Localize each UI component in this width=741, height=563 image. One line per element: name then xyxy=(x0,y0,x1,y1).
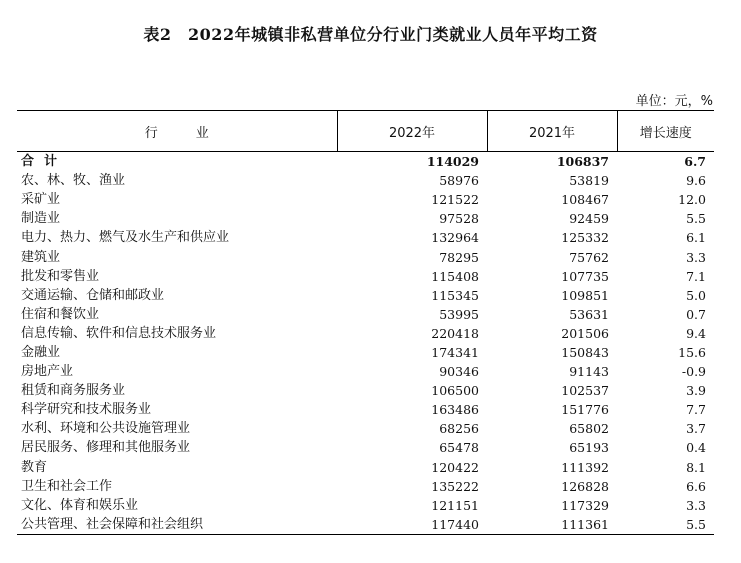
value-2022-cell: 90346 xyxy=(439,364,479,380)
value-2021-cell: 53631 xyxy=(569,306,609,322)
value-2022-cell: 132964 xyxy=(431,230,479,246)
table-row xyxy=(17,419,714,438)
table-row xyxy=(17,400,714,419)
growth-cell: 6.6 xyxy=(686,478,706,494)
header-industry: 行业 xyxy=(17,111,337,152)
value-2021-cell: 151776 xyxy=(561,402,609,418)
header-2022: 2022年 xyxy=(337,111,487,152)
table-row xyxy=(17,286,714,305)
table-row xyxy=(17,381,714,400)
industry-cell: 水利、环境和公共设施管理业 xyxy=(21,421,191,437)
growth-cell: 9.6 xyxy=(686,173,706,189)
value-2021-cell: 126828 xyxy=(561,478,609,494)
industry-cell: 住宿和餐饮业 xyxy=(21,306,100,322)
industry-cell: 制造业 xyxy=(21,211,61,227)
value-2022-cell: 68256 xyxy=(439,421,479,437)
table-body xyxy=(17,152,714,535)
table-row xyxy=(17,267,714,286)
industry-cell: 农、林、牧、渔业 xyxy=(21,173,126,189)
value-2022-cell: 163486 xyxy=(431,402,479,418)
value-2022-cell: 78295 xyxy=(439,249,479,265)
table-row xyxy=(17,477,714,496)
value-2021-cell: 109851 xyxy=(561,287,609,303)
value-2022-cell: 174341 xyxy=(431,344,479,360)
table-row xyxy=(17,324,714,343)
growth-cell: 0.4 xyxy=(686,440,706,456)
value-2021-cell: 102537 xyxy=(561,383,609,399)
table-row xyxy=(17,171,714,190)
growth-cell: -0.9 xyxy=(681,364,706,380)
table-row xyxy=(17,343,714,362)
table-row xyxy=(17,515,714,535)
table-row xyxy=(17,438,714,457)
industry-cell: 信息传输、软件和信息技术服务业 xyxy=(21,325,217,341)
growth-cell: 15.6 xyxy=(678,344,706,360)
table-row xyxy=(17,305,714,324)
value-2021-cell: 111361 xyxy=(487,515,617,535)
industry-cell: 交通运输、仓储和邮政业 xyxy=(21,287,165,303)
growth-cell: 5.5 xyxy=(686,211,706,227)
table-row xyxy=(17,362,714,381)
value-2021-cell: 75762 xyxy=(569,249,609,265)
industry-cell: 电力、热力、燃气及水生产和供应业 xyxy=(21,230,230,246)
value-2021-cell: 65802 xyxy=(569,421,609,437)
value-2021-cell: 107735 xyxy=(561,268,609,284)
growth-cell: 7.1 xyxy=(686,268,706,284)
value-2022-cell: 135222 xyxy=(431,478,479,494)
table-row xyxy=(17,496,714,515)
value-2021-cell: 201506 xyxy=(561,325,609,341)
value-2021-cell: 117329 xyxy=(561,497,609,513)
value-2022-cell: 121522 xyxy=(431,192,479,208)
value-2022-cell: 114029 xyxy=(426,154,479,170)
value-2021-cell: 106837 xyxy=(556,154,609,170)
growth-cell: 6.1 xyxy=(686,230,706,246)
value-2022-cell: 121151 xyxy=(431,497,479,513)
growth-cell: 3.9 xyxy=(686,383,706,399)
table-title: 表2 2022年城镇非私营单位分行业门类就业人员年平均工资 xyxy=(143,25,598,44)
industry-cell: 建筑业 xyxy=(21,249,61,265)
value-2021-cell: 91143 xyxy=(569,364,609,380)
table-row xyxy=(17,190,714,209)
wage-table xyxy=(17,110,714,535)
industry-cell: 文化、体育和娱乐业 xyxy=(21,497,139,513)
value-2021-cell: 53819 xyxy=(569,173,609,189)
value-2022-cell: 97528 xyxy=(439,211,479,227)
industry-cell: 房地产业 xyxy=(21,364,74,380)
industry-cell: 教育 xyxy=(21,459,48,475)
header-row xyxy=(17,111,714,152)
industry-cell: 居民服务、修理和其他服务业 xyxy=(21,440,191,456)
table-row xyxy=(17,247,714,266)
growth-cell: 12.0 xyxy=(678,192,706,208)
table-row xyxy=(17,458,714,477)
value-2022-cell: 115345 xyxy=(431,287,479,303)
growth-cell: 7.7 xyxy=(686,402,706,418)
industry-cell: 公共管理、社会保障和社会组织 xyxy=(17,515,337,535)
value-2022-cell: 106500 xyxy=(431,383,479,399)
industry-cell: 卫生和社会工作 xyxy=(21,478,113,494)
table-row xyxy=(17,228,714,247)
growth-cell: 3.3 xyxy=(686,249,706,265)
value-2021-cell: 65193 xyxy=(569,440,609,456)
value-2021-cell: 108467 xyxy=(561,192,609,208)
growth-cell: 6.7 xyxy=(684,154,706,170)
growth-cell: 5.5 xyxy=(617,515,714,535)
value-2022-cell: 120422 xyxy=(431,459,479,475)
value-2022-cell: 117440 xyxy=(337,515,487,535)
value-2021-cell: 125332 xyxy=(561,230,609,246)
growth-cell: 3.7 xyxy=(686,421,706,437)
value-2022-cell: 220418 xyxy=(431,325,479,341)
table-row xyxy=(17,209,714,228)
header-growth: 增长速度 xyxy=(617,111,714,152)
industry-cell: 合计 xyxy=(21,154,68,170)
industry-cell: 采矿业 xyxy=(21,192,61,208)
industry-cell: 金融业 xyxy=(21,344,61,360)
growth-cell: 3.3 xyxy=(686,497,706,513)
value-2021-cell: 111392 xyxy=(561,459,609,475)
industry-cell: 租赁和商务服务业 xyxy=(21,383,126,399)
value-2022-cell: 115408 xyxy=(431,268,479,284)
value-2022-cell: 58976 xyxy=(439,173,479,189)
growth-cell: 0.7 xyxy=(686,306,706,322)
value-2021-cell: 92459 xyxy=(569,211,609,227)
growth-cell: 5.0 xyxy=(686,287,706,303)
industry-cell: 科学研究和技术服务业 xyxy=(21,402,152,418)
header-2021: 2021年 xyxy=(487,111,617,152)
growth-cell: 9.4 xyxy=(686,325,706,341)
value-2022-cell: 65478 xyxy=(439,440,479,456)
value-2021-cell: 150843 xyxy=(561,344,609,360)
value-2022-cell: 53995 xyxy=(439,306,479,322)
industry-cell: 批发和零售业 xyxy=(21,268,100,284)
unit-label: 单位：元，% xyxy=(635,94,713,109)
total-row xyxy=(17,152,714,172)
growth-cell: 8.1 xyxy=(686,459,706,475)
